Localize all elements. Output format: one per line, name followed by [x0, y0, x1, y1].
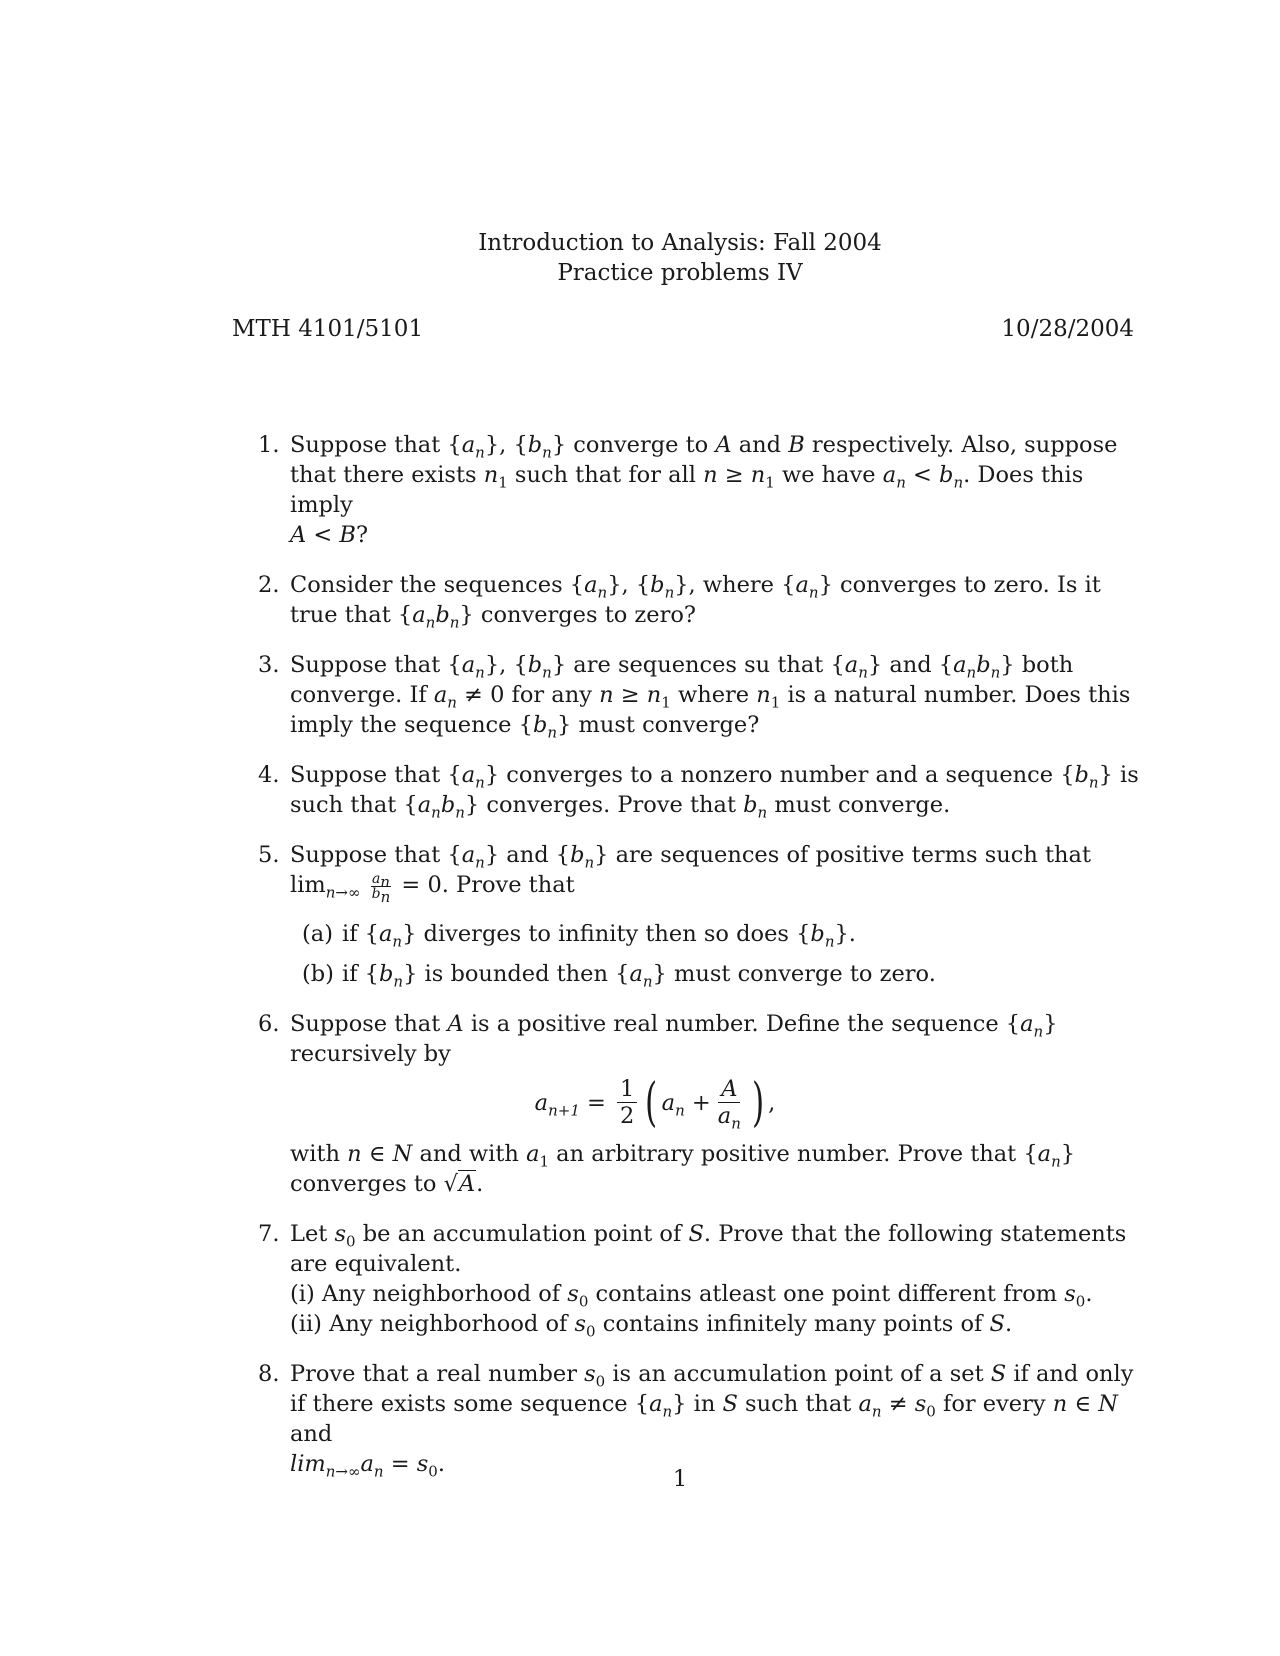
problem-text: Suppose that $\{a_n\}$ and $\{b_n\}$ are sequences of positive terms such that $\lim_{n\to\infty}$ $\frac{a_n}{b_n}$ = 0. Prove that — [290, 842, 1091, 906]
problem-text: Prove that a real number $s_0$ is an accumulation point of a set S if and only if there exists some sequence $\{a_n\}$ in S such that $a_n \ne s_0$ for every n ∈ N and $\lim_{n\to\infty}a_n = s_0$. — [290, 1360, 1134, 1480]
part-label: (b) — [302, 960, 334, 987]
part-label: (a) — [302, 920, 333, 947]
problem-text: Consider the sequences $\{a_n\}$, $\{b_n\}$, where $\{a_n\}$ converges to zero. Is it true that $\{a_nb_n\}$ converges to zero? — [290, 572, 1101, 632]
problem-number: 5. — [258, 842, 280, 868]
problem-5 — [258, 840, 1140, 989]
problem-number: 6. — [258, 1010, 280, 1037]
problem-4 — [258, 760, 1140, 820]
title-block — [0, 228, 1280, 288]
square-root: √A — [443, 1170, 476, 1197]
problem-text: Suppose that $\{a_n\}$, $\{b_n\}$ converge to A and B respectively. Also, suppose that there exists $n_1$ such that for all $n \ge n_1$ we have $a_n < b_n$. Does this imply A < B? — [290, 432, 1118, 548]
problem-5-part-b: (b) if $\{b_n\}$ is bounded then $\{a_n\}$ must converge to zero. — [302, 960, 936, 990]
meta-row — [232, 316, 1134, 342]
problem-text-continued: with n ∈ N and with $a_1$ an arbitrary positive number. Prove that $\{a_n\}$ converges to √A. — [290, 1140, 1076, 1197]
problem-2 — [258, 570, 1140, 630]
problem-number: 4. — [258, 762, 280, 788]
problem-list — [258, 430, 1140, 1499]
fraction-a-over-an: $\frac{A}{a_n}$ — [717, 1076, 741, 1133]
problem-text: Suppose that $\{a_n\}$, $\{b_n\}$ are sequences su that $\{a_n\}$ and $\{a_nb_n\}$ both converge. If $a_n \ne 0$ for any $n \ge n_1$ where $n_1$ is a natural number. Does this imply the sequence $\{b_n\}$ must converge? — [290, 652, 1131, 742]
problem-number: 1. — [258, 432, 280, 458]
problem-text: Suppose that A is a positive real number. Define the sequence $\{a_n\}$ recursively by — [290, 1010, 1058, 1067]
fraction: $\frac{a_n}{b_n}$ — [371, 870, 391, 906]
problem-3 — [258, 650, 1140, 740]
page-number: 1 — [672, 1466, 688, 1492]
problem-1 — [258, 430, 1140, 550]
document-subtitle: Practice problems IV — [557, 260, 803, 286]
problem-5-part-a: (a) if $\{a_n\}$ diverges to infinity then so does $\{b_n\}$. — [302, 920, 856, 950]
problem-text: Suppose that $\{a_n\}$ converges to a nonzero number and a sequence $\{b_n\}$ is such that $\{a_nb_n\}$ converges. Prove that $b_n$ must converge. — [290, 762, 1139, 822]
problem-6 — [258, 1009, 1140, 1199]
problem-5-parts — [290, 919, 1140, 989]
problem-number: 3. — [258, 652, 280, 678]
problem-number: 8. — [258, 1360, 280, 1387]
problem-number: 2. — [258, 572, 280, 598]
document-title: Introduction to Analysis: Fall 2004 — [478, 230, 882, 256]
recursion-equation: $a_{n+1}$ = $\frac{1}{2}$ ( $a_n$ + $\frac{A}{a_n}$ ) , — [534, 1072, 776, 1133]
fraction-one-half: $\frac{1}{2}$ — [617, 1076, 637, 1129]
problem-number: 7. — [258, 1220, 280, 1247]
problem-8 — [258, 1359, 1140, 1479]
problem-text: Let $s_0$ be an accumulation point of S. Prove that the following statements are equivalent. (i) Any neighborhood of $s_0$ contains atleast one point different from $s_0$. (ii) Any neighborhood of $s_0$ contains infinitely many points of S. — [290, 1220, 1127, 1340]
document-date: 10/28/2004 — [1001, 316, 1134, 342]
problem-7 — [258, 1219, 1140, 1339]
course-code: MTH 4101/5101 — [232, 316, 424, 342]
